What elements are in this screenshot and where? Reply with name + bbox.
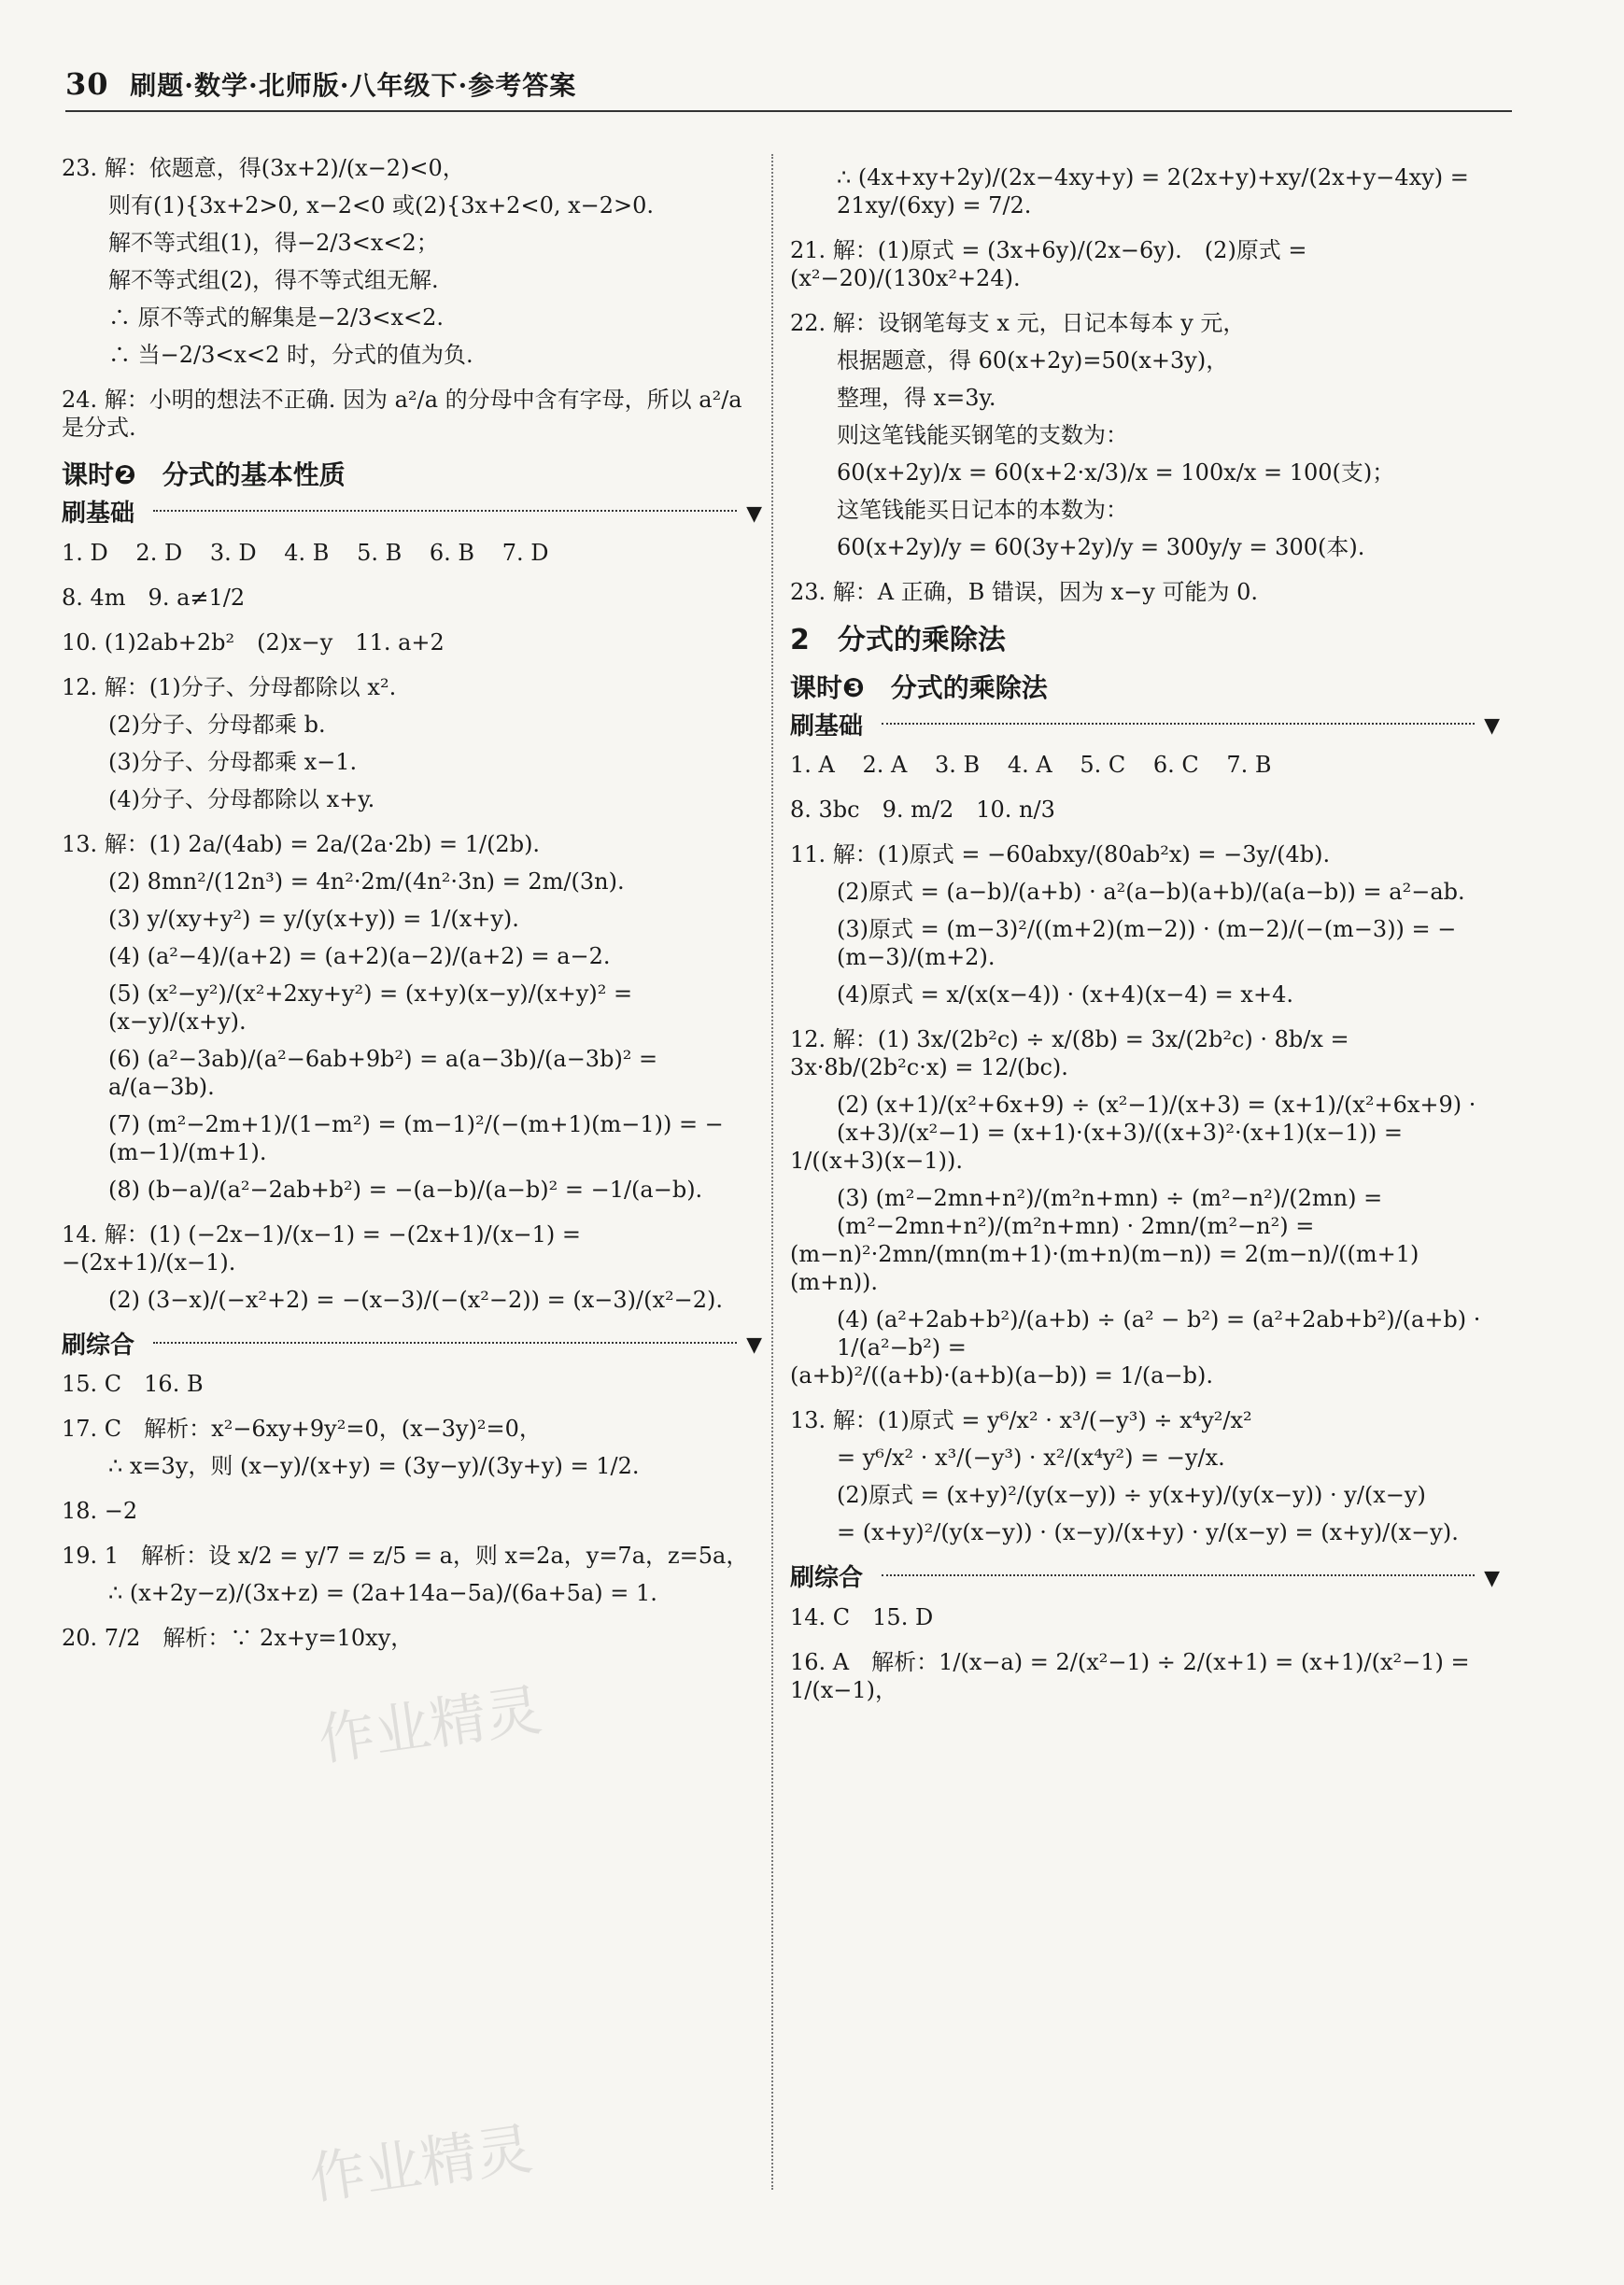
watermark: 作业精灵 (314, 1677, 546, 1774)
answer-12: 12. 解：(1)分子、分母都除以 x². (2)分子、分母都乘 b. (3)分子、分母都乘 x−1. (4)分子、分母都除以 x+y. (62, 673, 397, 812)
answer-11: 11. 解：(1)原式 = −60abxy/(80ab²x) = −3y/(4b). (2)原式 = (a−b)/(a+b) · a²(a−b)(a+b)/(a(a−b)) = a²−ab. (3)原式 = (m−3)²/((m+2)(m−2)) · (m−2)/(−(m−3)) = −(m−3)/(m+2). (4)原式 = x/(x(x−4)) · (x+4)(x−4) = x+4. (790, 841, 1465, 1008)
answer-17: 17. C 解析：x²−6xy+9y²=0，(x−3y)²=0， ∴ x=3y，则 (x−y)/(x+y) = (3y−y)/(3y+y) = 1/2. (62, 1416, 640, 1479)
fill-answers: 8. 4m 9. a≠1/2 (62, 584, 246, 611)
left-column (62, 154, 762, 1669)
answer-14: 14. 解：(1) (−2x−1)/(x−1) = −(2x+1)/(x−1) = −(2x+1)/(x−1). (2) (3−x)/(−x²+2) = −(x−3)/(−(x²−2)) = (x−3)/(x²−2). (62, 1220, 724, 1313)
section-heading: 刷基础 ▼ (62, 500, 762, 528)
chapter-title: 2 分式的乘除法 (790, 624, 1006, 656)
answer-23: 23. 解：A 正确，B 错误，因为 x−y 可能为 0. (790, 579, 1259, 605)
answer-14-15: 14. C 15. D (790, 1603, 934, 1630)
section-heading: 刷综合 ▼ (790, 1564, 1500, 1592)
page-title: 刷题·数学·北师版·八年级下·参考答案 (130, 70, 577, 101)
answer-18: 18. −2 (62, 1498, 138, 1524)
answer-13: 13. 解：(1) 2a/(4ab) = 2a/(2a·2b) = 1/(2b). (2) 8mn²/(12n³) = 4n²·2m/(4n²·3n) = 2m/(3n). (3) y/(xy+y²) = y/(y(x+y)) = 1/(x+y). (4) (a²−4)/(a+2) = (a+2)(a−2)/(a+2) = a−2. (5) (x²−y²)/(x²+2xy+y²) = (x+y)(x−y)/(x+y)² = (x−y)/(x+y). (6) (a²−3ab)/(a²−6ab+9b²) = a(a−3b)/(a−3b)² = a/(a−3b). (7) (m²−2m+1)/(1−m²) = (m−1)²/(−(m+1)(m−1)) = −(m−1)/(m+1). (8) (b−a)/(a²−2ab+b²) = −(a−b)/(a−b)² = −1/(a−b). (62, 830, 724, 1203)
triangle-icon: ▼ (1484, 1566, 1500, 1590)
right-column (790, 154, 1500, 1721)
watermark: 作业精灵 (304, 2116, 537, 2213)
triangle-icon: ▼ (746, 501, 762, 526)
answer-23: 23. 解：依题意，得(3x+2)/(x−2)<0， 则有(1){3x+2>0, x−2<0 或(2){3x+2<0, x−2>0. 解不等式组(1)，得−2/3<x<2； 解不等式组(2)，得不等式组无解. ∴ 原不等式的解集是−2/3<x<2. ∴ 当−2/3<x<2 时，分式的值为负. (62, 155, 655, 368)
answer-24: 24. 解：小明的想法不正确. 因为 a²/a 的分母中含有字母，所以 a²/a 是分式. (62, 387, 742, 441)
answer-16: 16. A 解析：1/(x−a) = 2/(x²−1) ÷ 2/(x+1) = (x+1)/(x²−1) = 1/(x−1)， (790, 1648, 1470, 1703)
triangle-icon: ▼ (1484, 714, 1500, 738)
answer-20-continued: ∴ (4x+xy+2y)/(2x−4xy+y) = 2(2x+y)+xy/(2x+y−4xy) = 21xy/(6xy) = 7/2. (837, 164, 1469, 219)
lesson-title: 课时❷ 分式的基本性质 (62, 459, 346, 490)
fill-answers: 8. 3bc 9. m/2 10. n/3 (790, 797, 1055, 823)
answer-12: 12. 解：(1) 3x/(2b²c) ÷ x/(8b) = 3x/(2b²c) · 8b/x = 3x·8b/(2b²c·x) = 12/(bc). (2) (x+1)/(x²+6x+9) ÷ (x²−1)/(x+3) = (x+1)/(x²+6x+9) · (x+3)/(x²−1) = (x+1)·(x+3)/((x+3)²·(x+1)(x−1)) = 1/((x+3)(x−1)). (3) (m²−2mn+n²)/(m²n+mn) ÷ (m²−n²)/(2mn) = (m²−2mn+n²)/(m²n+mn) · 2mn/(m²−n²) = (m−n)²·2mn/(mn(m+1)·(m+n)(m−n)) = 2(m−n)/((m+1)(m+n)). (4) (a²+2ab+b²)/(a+b) ÷ (a² − b²) = (a²+2ab+b²)/(a+b) · 1/(a²−b²) = (a+b)²/((a+b)·(a+b)(a−b)) = 1/(a−b). (790, 1026, 1481, 1389)
page-header (65, 65, 576, 103)
fill-answers: 10. (1)2ab+2b² (2)x−y 11. a+2 (62, 628, 445, 656)
answer-22: 22. 解：设钢笔每支 x 元，日记本每本 y 元， 根据题意，得 60(x+2y)=50(x+3y)， 整理，得 x=3y. 则这笔钱能买钢笔的支数为： 60(x+2y)/x = 60(x+2·x/3)/x = 100x/x = 100(支)； 这笔钱能买日记本的本数为： 60(x+2y)/y = 60(3y+2y)/y = 300y/y = 300(本). (790, 310, 1395, 560)
answer-19: 19. 1 解析：设 x/2 = y/7 = z/5 = a，则 x=2a，y=7a，z=5a， ∴ (x+2y−z)/(3x+z) = (2a+14a−5a)/(6a+5a) = 1. (62, 1543, 749, 1606)
section-heading: 刷基础 ▼ (790, 712, 1500, 741)
section-heading: 刷综合 ▼ (62, 1331, 762, 1360)
header-rule (65, 110, 1512, 112)
page-number: 30 (65, 66, 109, 102)
column-divider (771, 154, 773, 2190)
triangle-icon: ▼ (746, 1333, 762, 1357)
answer-20: 20. 7/2 解析：∵ 2x+y=10xy， (62, 1625, 414, 1651)
choice-answers: 1. A 2. A 3. B 4. A 5. C 6. C 7. B (790, 752, 1272, 778)
choice-answers: 1. D 2. D 3. D 4. B 5. B 6. B 7. D (62, 539, 549, 566)
answer-15-16: 15. C 16. B (62, 1371, 204, 1397)
answer-13: 13. 解：(1)原式 = y⁶/x² · x³/(−y³) ÷ x⁴y²/x² = y⁶/x² · x³/(−y³) · x²/(x⁴y²) = −y/x. (2)原式 = (x+y)²/(y(x−y)) ÷ y(x+y)/(y(x−y)) · y/(x−y) = (x+y)²/(y(x−y)) · (x−y)/(x+y) · y/(x−y) = (x+y)/(x−y). (790, 1407, 1459, 1545)
lesson-title: 课时❸ 分式的乘除法 (790, 671, 1048, 703)
answer-21: 21. 解：(1)原式 = (3x+6y)/(2x−6y). (2)原式 = (x²−20)/(130x²+24). (790, 237, 1307, 291)
